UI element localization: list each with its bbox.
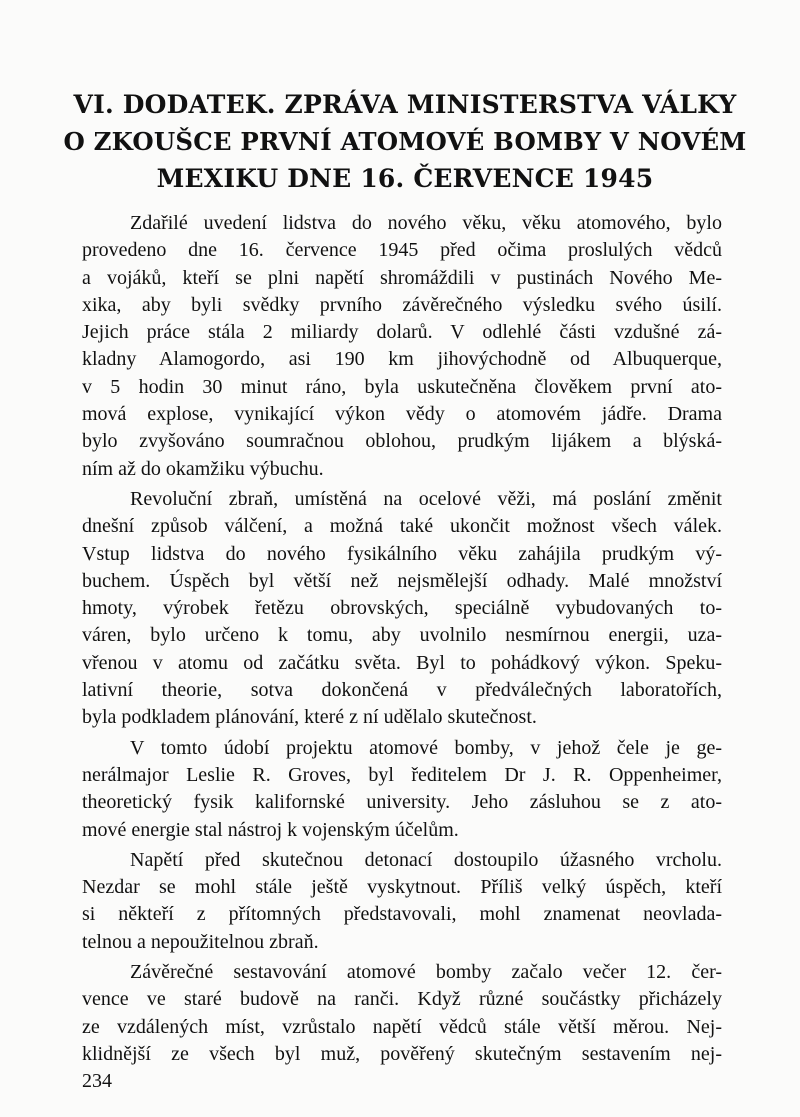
page-number: 234 [82, 1070, 112, 1092]
text-line: provedeno dne 16. července 1945 před očima proslulých vědců [82, 239, 722, 262]
text-line: V tomto údobí projektu atomové bomby, v jehož čele je ge- [130, 736, 722, 759]
heading-line: VI. DODATEK. ZPRÁVA MINISTERSTVA VÁLKY [73, 90, 737, 119]
text-line: theoretický fysik kalifornské university. Jeho zásluhou se z ato- [82, 791, 722, 814]
text-line: mová explose, vynikající výkon vědy o atomovém jádře. Drama [82, 403, 722, 426]
text-line: kladny Alamogordo, asi 190 km jihovýchodně od Albuquerque, [82, 348, 722, 371]
heading-line: MEXIKU DNE 16. ČERVENCE 1945 [156, 164, 654, 193]
text-line: telnou a nepoužitelnou zbraň. [82, 930, 319, 953]
paragraph-4 [82, 847, 722, 956]
paragraph-3 [82, 735, 722, 844]
text-line: Jejich práce stála 2 miliardy dolarů. V odlehlé části vzdušné zá- [82, 321, 722, 344]
text-line: hmoty, výrobek řetězu obrovských, speciálně vybudovaných to- [82, 597, 722, 620]
text-line: klidnější ze všech byl muž, pověřený skutečným sestavením nej- [82, 1042, 722, 1065]
text-line: xika, aby byli svědky prvního závěrečného výsledku svého úsilí. [82, 293, 722, 316]
text-line: ním až do okamžiku výbuchu. [82, 457, 324, 480]
text-line: ze vzdálených míst, vzrůstalo napětí vědců stále větší měrou. Nej- [82, 1015, 722, 1038]
text-line: váren, bylo určeno k tomu, aby uvolnilo nesmírnou energii, uza- [82, 624, 722, 647]
text-line: si někteří z přítomných představovali, mohl znamenat neovlada- [82, 903, 722, 926]
text-line: Revoluční zbraň, umístěná na ocelové věži, má poslání změnit [130, 487, 722, 510]
text-line: Vstup lidstva do nového fysikálního věku zahájila prudkým vý- [82, 542, 722, 565]
text-line: lativní theorie, sotva dokončená v předválečných laboratořích, [82, 679, 722, 702]
text-line: vřenou v atomu od začátku světa. Byl to pohádkový výkon. Speku- [82, 651, 722, 674]
text-line: byla podkladem plánování, které z ní udělalo skutečnost. [82, 706, 537, 729]
text-line: Závěrečné sestavování atomové bomby začalo večer 12. čer- [130, 961, 722, 984]
text-line: Zdařilé uvedení lidstva do nového věku, věku atomového, bylo [130, 212, 722, 234]
paragraph-1 [82, 210, 722, 483]
text-line: mové energie stal nástroj k vojenským účelům. [82, 818, 459, 841]
heading-line: O ZKOUŠCE PRVNÍ ATOMOVÉ BOMBY V NOVÉM [63, 127, 747, 156]
text-line: vence ve staré budově na ranči. Když různé součástky přicházely [82, 988, 722, 1011]
text-line: a vojáků, kteří se plni napětí shromáždili v pustinách Nového Me- [82, 266, 722, 289]
text-line: buchem. Úspěch byl větší než nejsmělejší odhady. Malé množství [82, 569, 722, 592]
text-line: Nezdar se mohl stále ještě vyskytnout. Příliš velký úspěch, kteří [82, 876, 722, 899]
paragraph-5 [82, 959, 722, 1068]
paragraph-2 [82, 486, 722, 732]
text-line: dnešní způsob válčení, a možná také ukončit možnost všech válek. [82, 515, 722, 538]
text-line: v 5 hodin 30 minut ráno, byla uskutečněna člověkem první ato- [82, 375, 722, 398]
text-line: nerálmajor Leslie R. Groves, byl ředitelem Dr J. R. Oppenheimer, [82, 763, 722, 786]
text-line: bylo zvyšováno soumračnou oblohou, prudkým lijákem a blýská- [82, 430, 722, 453]
chapter-body [82, 210, 722, 1071]
chapter-heading [60, 86, 750, 197]
text-line: Napětí před skutečnou detonací dostoupilo úžasného vrcholu. [130, 848, 722, 871]
